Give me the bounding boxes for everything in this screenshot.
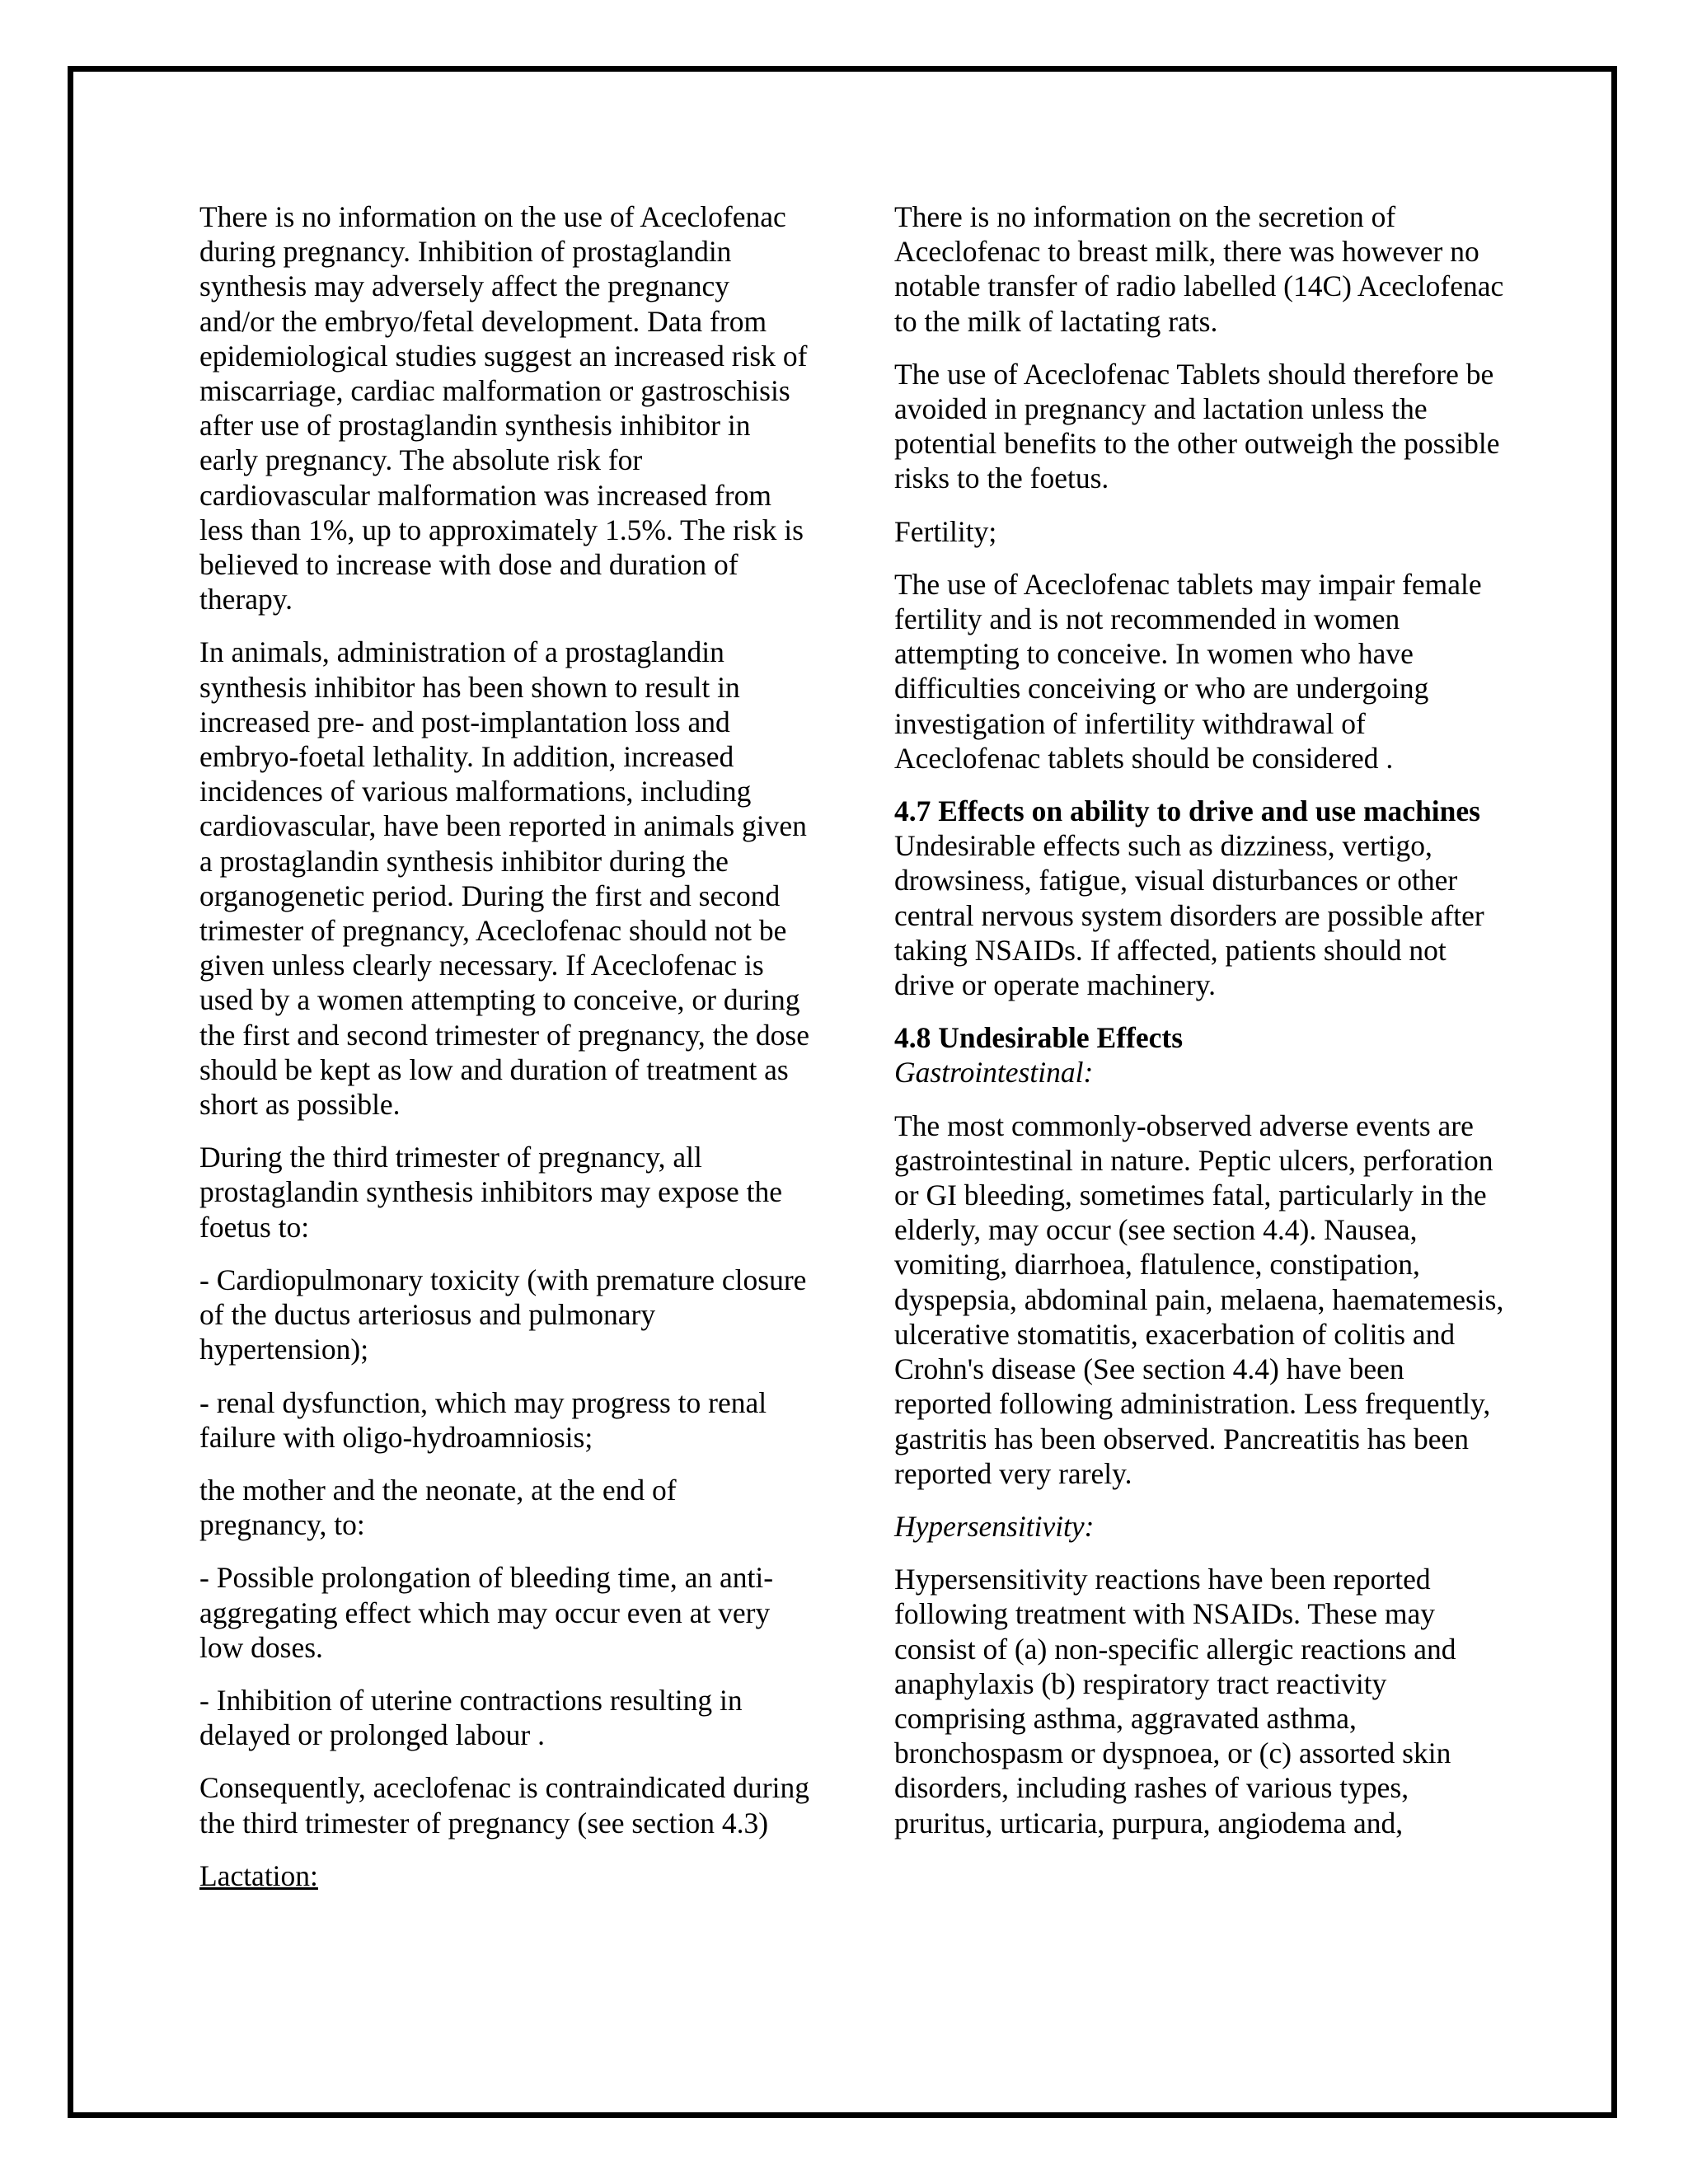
section-4-8-heading: 4.8 Undesirable Effects — [894, 1021, 1184, 1055]
lactation-paragraph-2: The use of Aceclofenac Tablets should therefore be avoided in pregnancy and lactation unless the potential benefits to the other outweigh the possible risks to the foetus. — [894, 357, 1500, 495]
left-column — [199, 199, 809, 1911]
driving-paragraph: Undesirable effects such as dizziness, vertigo, drowsiness, fatigue, visual disturbances or other central nervous system disorders are possible after taking NSAIDs. If affected, patients should not drive or operate machinery. — [894, 829, 1484, 1002]
right-column — [894, 199, 1504, 1858]
hypersensitivity-paragraph: Hypersensitivity reactions have been reported following treatment with NSAIDs. These may consist of (a) non-specific allergic reactions and anaphylaxis (b) respiratory tract reactivity comprising asthma, aggravated asthma, bronchospasm or dyspnoea, or (c) assorted skin disorders, including rashes of various types, pruritus, urticaria, purpura, angiodema and, — [894, 1563, 1456, 1840]
pregnancy-paragraph-2: In animals, administration of a prostaglandin synthesis inhibitor has been shown to result in increased pre- and post-implantation loss and embryo-foetal lethality. In addition, increased incidences of various malformations, including cardiovascular, have been reported in animals given a prostaglandin synthesis inhibitor during the organogenetic period. During the first and second trimester of pregnancy, Aceclofenac should not be given unless clearly necessary. If Aceclofenac is used by a women attempting to conceive, or during the first and second trimester of pregnancy, the dose should be kept as low and duration of treatment as short as possible. — [199, 635, 809, 1122]
hypersensitivity-heading: Hypersensitivity: — [894, 1509, 1095, 1543]
gastrointestinal-heading: Gastrointestinal: — [894, 1056, 1094, 1090]
fertility-heading: Fertility; — [894, 514, 997, 548]
renal-item: - renal dysfunction, which may progress to renal failure with oligo-hydroamniosis; — [199, 1385, 767, 1454]
contraindication-paragraph: Consequently, aceclofenac is contraindicated during the third trimester of pregnancy (see section 4.3) — [199, 1771, 809, 1840]
cardiopulmonary-item: - Cardiopulmonary toxicity (with premature closure of the ductus arteriosus and pulmonary hypertension); — [199, 1263, 807, 1366]
lactation-paragraph-1: There is no information on the secretion of Aceclofenac to breast milk, there was however no notable transfer of radio labelled (14C) Aceclofenac to the milk of lactating rats. — [894, 200, 1504, 338]
pregnancy-paragraph-3: During the third trimester of pregnancy, all prostaglandin synthesis inhibitors may expose the foetus to: — [199, 1141, 782, 1244]
bleeding-item: - Possible prolongation of bleeding time, an anti-aggregating effect which may occur even at very low doses. — [199, 1561, 774, 1664]
fertility-paragraph: The use of Aceclofenac tablets may impair female fertility and is not recommended in women attempting to conceive. In women who have difficulties conceiving or who are undergoing investigation of infertility withdrawal of Aceclofenac tablets should be considered . — [894, 567, 1482, 775]
lactation-heading: Lactation: — [199, 1858, 318, 1892]
section-4-7-heading: 4.7 Effects on ability to drive and use machines — [894, 794, 1480, 828]
uterine-item: - Inhibition of uterine contractions resulting in delayed or prolonged labour . — [199, 1683, 743, 1752]
pregnancy-paragraph-1: There is no information on the use of Aceclofenac during pregnancy. Inhibition of prostaglandin synthesis may adversely affect the pregnancy and/or the embryo/fetal development. Data from epidemiological studies suggest an increased risk of miscarriage, cardiac malformation or gastroschisis after use of prostaglandin synthesis inhibitor in early pregnancy. The absolute risk for cardiovascular malformation was increased from less than 1%, up to approximately 1.5%. The risk is believed to increase with dose and duration of therapy. — [199, 200, 808, 616]
gastrointestinal-paragraph: The most commonly-observed adverse events are gastrointestinal in nature. Peptic ulcers, perforation or GI bleeding, sometimes fatal, particularly in the elderly, may occur (see section 4.4). Nausea, vomiting, diarrhoea, flatulence, constipation, dyspepsia, abdominal pain, melaena, haematemesis, ulcerative stomatitis, exacerbation of colitis and Crohn's disease (See section 4.4) have been reported following administration. Less frequently, gastritis has been observed. Pancreatitis has been reported very rarely. — [894, 1108, 1504, 1490]
mother-neonate-paragraph: the mother and the neonate, at the end of pregnancy, to: — [199, 1473, 677, 1542]
